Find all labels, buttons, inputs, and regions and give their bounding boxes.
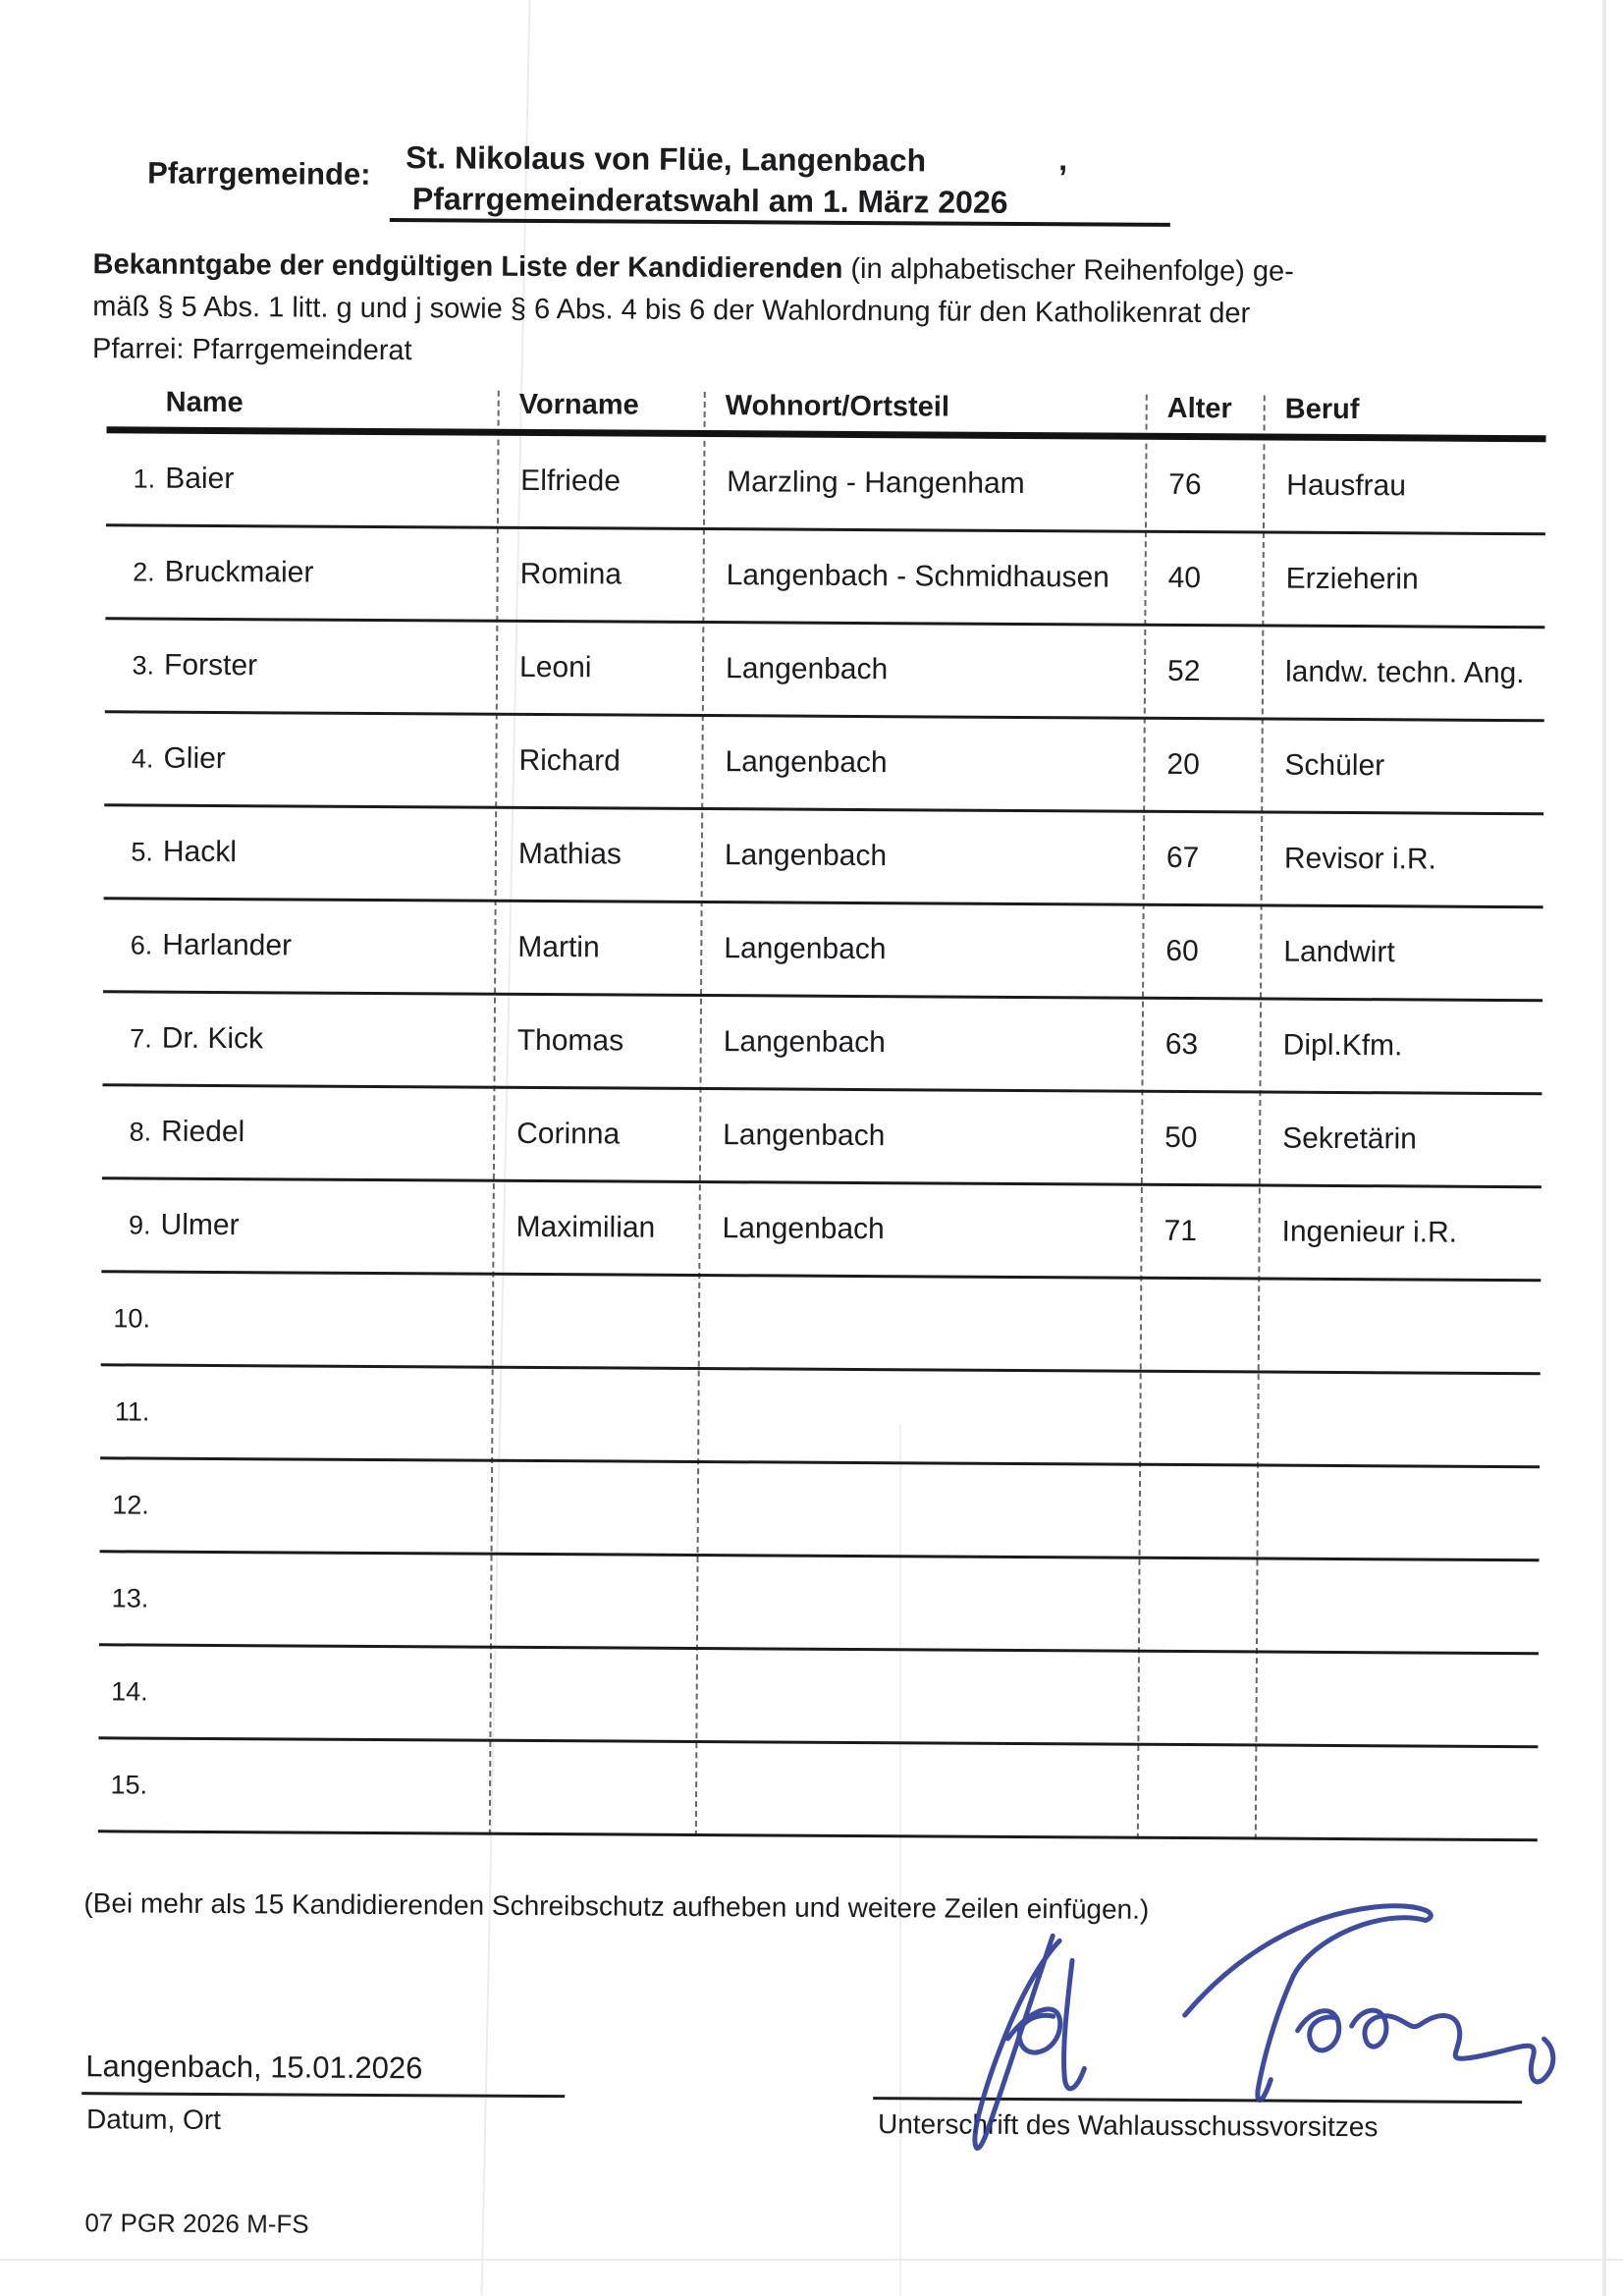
intro-rest: (in alphabetischer Reihenfolge) ge- — [842, 252, 1294, 288]
cell-wohnort: Langenbach — [725, 652, 889, 686]
table-row — [102, 993, 1542, 1095]
cell-beruf: Ingenieur i.R. — [1281, 1215, 1458, 1249]
cell-wohnort — [719, 1743, 720, 1833]
cell-alter — [1163, 1280, 1164, 1370]
cell-alter: 76 — [1168, 467, 1202, 502]
table-row — [101, 1273, 1542, 1375]
intro-paragraph — [92, 244, 1294, 377]
cell-alter: 63 — [1164, 1027, 1199, 1062]
cell-vorname: Elfriede — [520, 464, 622, 498]
cell-name — [159, 1460, 160, 1551]
cell-name — [160, 1274, 161, 1364]
intro-bold: Bekanntgabe der endgültigen Liste der Kandidierenden — [92, 248, 843, 285]
cell-wohnort: Langenbach — [725, 745, 888, 780]
cell-name — [159, 1367, 160, 1457]
signature-label: Unterschrift des Wahlausschussvorsitzes — [877, 2108, 1379, 2143]
cell-beruf: Erzieherin — [1285, 562, 1419, 596]
cell-alter: 52 — [1166, 654, 1201, 688]
row-number: 9. — [128, 1210, 151, 1240]
cell-name — [157, 1647, 158, 1737]
cell-beruf: landw. techn. Ang. — [1284, 655, 1525, 690]
cell-alter: 20 — [1166, 747, 1200, 782]
row-number: 15. — [110, 1770, 148, 1800]
cell-vorname — [513, 1649, 514, 1739]
row-number: 7. — [130, 1023, 152, 1054]
cell-wohnort: Langenbach - Schmidhausen — [726, 559, 1110, 594]
row-number: 2. — [133, 557, 155, 587]
cell-beruf — [1280, 1467, 1281, 1558]
table-row — [102, 1086, 1542, 1188]
row-number: 11. — [114, 1396, 150, 1427]
cell-wohnort: Langenbach — [724, 932, 887, 966]
cell-wohnort — [720, 1557, 721, 1647]
cell-alter: 50 — [1164, 1121, 1198, 1155]
parish-name: St. Nikolaus von Flüe, Langenbach — [406, 139, 927, 179]
table-row — [105, 620, 1545, 722]
cell-vorname — [514, 1369, 515, 1459]
table-row — [100, 1366, 1541, 1468]
table-row — [106, 433, 1546, 535]
column-header-alter: Alter — [1166, 392, 1232, 425]
row-number: 13. — [111, 1583, 149, 1613]
table-row — [99, 1553, 1540, 1655]
cell-wohnort: Langenbach — [724, 839, 888, 873]
column-header-name: Name — [165, 386, 243, 419]
cell-vorname: Richard — [518, 743, 621, 778]
cell-wohnort: Langenbach — [722, 1212, 885, 1246]
table-row — [101, 1179, 1542, 1282]
cell-vorname: Romina — [519, 557, 622, 591]
cell-wohnort: Langenbach — [723, 1025, 887, 1060]
cell-name: Ulmer — [160, 1208, 240, 1242]
cell-beruf: Landwirt — [1283, 935, 1395, 969]
cell-beruf: Schüler — [1284, 748, 1385, 783]
column-header-vorname: Vorname — [518, 388, 639, 421]
cell-beruf: Sekretärin — [1282, 1121, 1417, 1156]
table-row — [105, 526, 1545, 629]
row-number: 4. — [131, 743, 154, 774]
table-row — [100, 1459, 1541, 1561]
cell-name: Hackl — [162, 835, 238, 869]
intro-line-2: mäß § 5 Abs. 1 litt. g und j sowie § 6 Abs. 4 bis 6 der Wahlordnung für den Katholikenrat der — [92, 291, 1251, 330]
cell-beruf — [1278, 1747, 1279, 1837]
cell-beruf: Dipl.Kfm. — [1282, 1028, 1403, 1063]
row-number: 3. — [132, 650, 155, 681]
cell-vorname: Mathias — [517, 837, 622, 871]
note-text: (Bei mehr als 15 Kandidierenden Schreibschutz aufheben und weitere Zeilen einfügen.) — [83, 1887, 1150, 1925]
header-comma: , — [1058, 141, 1068, 178]
row-number: 10. — [113, 1303, 151, 1334]
table-row — [98, 1739, 1539, 1841]
cell-beruf: Hausfrau — [1286, 468, 1407, 503]
candidates-table — [98, 388, 1546, 1842]
cell-name — [157, 1740, 158, 1831]
cell-alter: 71 — [1163, 1214, 1198, 1248]
cell-name: Harlander — [162, 928, 293, 962]
cell-vorname: Leoni — [518, 650, 592, 684]
row-number: 12. — [112, 1490, 149, 1520]
column-header-wohnort: Wohnort/Ortsteil — [725, 390, 950, 423]
intro-line-3: Pfarrei: Pfarrgemeinderat — [91, 333, 412, 367]
table-row — [104, 806, 1544, 908]
election-title: Pfarrgemeinderatswahl am 1. März 2026 — [411, 181, 1008, 220]
cell-alter: 67 — [1165, 841, 1200, 875]
date-signature-line — [81, 2092, 565, 2098]
form-code: 07 PGR 2026 M-FS — [84, 2208, 309, 2239]
intro-line-1 — [92, 244, 1293, 293]
parish-label: Pfarrgemeinde: — [147, 155, 371, 191]
row-number: 6. — [130, 930, 153, 960]
table-row — [104, 713, 1544, 815]
cell-vorname — [515, 1276, 516, 1366]
cell-name: Forster — [163, 648, 258, 683]
cell-vorname — [514, 1462, 515, 1553]
cell-alter: 60 — [1165, 934, 1199, 968]
date-place-label: Datum, Ort — [85, 2104, 222, 2136]
cell-wohnort — [722, 1277, 723, 1367]
row-number: 14. — [111, 1676, 148, 1707]
table-row — [98, 1646, 1539, 1748]
date-place-value: Langenbach, 15.01.2026 — [85, 2049, 423, 2086]
cell-beruf — [1281, 1281, 1282, 1371]
cell-beruf: Revisor i.R. — [1283, 842, 1437, 876]
cell-name: Dr. Kick — [161, 1021, 264, 1056]
cell-beruf — [1280, 1374, 1281, 1464]
cell-wohnort — [721, 1463, 722, 1554]
cell-name: Baier — [165, 462, 235, 496]
cell-vorname: Thomas — [516, 1023, 624, 1058]
cell-wohnort: Marzling - Hangenham — [727, 465, 1025, 501]
cell-name: Riedel — [161, 1115, 245, 1149]
cell-name — [158, 1554, 159, 1644]
cell-beruf — [1279, 1560, 1280, 1651]
cell-alter — [1162, 1559, 1163, 1650]
cell-vorname: Maximilian — [515, 1210, 656, 1244]
table-row — [103, 900, 1543, 1002]
cell-vorname — [513, 1742, 514, 1832]
cell-alter: 40 — [1167, 561, 1202, 595]
handwritten-signature — [850, 1866, 1589, 2175]
row-number: 8. — [129, 1117, 152, 1147]
cell-alter — [1161, 1746, 1162, 1836]
row-number: 1. — [133, 464, 156, 494]
cell-name: Glier — [163, 741, 226, 776]
row-number: 5. — [131, 837, 154, 867]
cell-alter — [1161, 1653, 1162, 1743]
cell-wohnort — [719, 1650, 720, 1740]
cell-wohnort — [721, 1370, 722, 1460]
cell-name: Bruckmaier — [164, 555, 314, 589]
cell-vorname: Martin — [517, 930, 600, 964]
cell-beruf — [1278, 1654, 1279, 1744]
cell-vorname: Corinna — [516, 1117, 621, 1151]
table-body — [98, 433, 1546, 1841]
cell-wohnort: Langenbach — [723, 1119, 886, 1153]
column-header-beruf: Beruf — [1284, 393, 1360, 426]
